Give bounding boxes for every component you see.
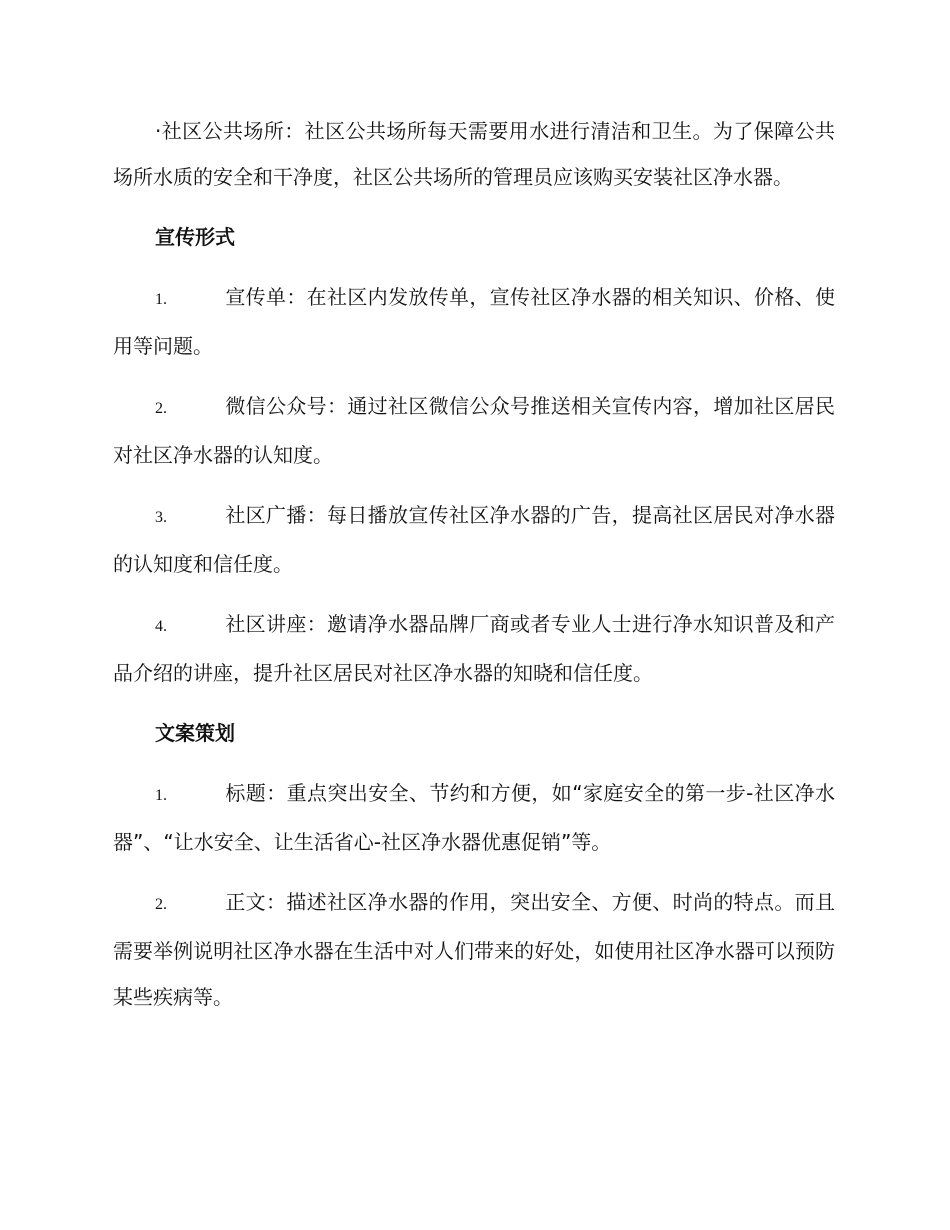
intro-paragraph: ·社区公共场所：社区公共场所每天需要用水进行清洁和卫生。为了保障公共场所水质的安全和干净度，社区公共场所的管理员应该购买安装社区净水器。 (113, 119, 835, 189)
list-number: 3. (155, 509, 167, 526)
list-item-text: 社区讲座：邀请净水器品牌厂商或者专业人士进行净水知识普及和产品介绍的讲座，提升社区居民对社区净水器的知晓和信任度。 (113, 612, 835, 685)
list-number: 1. (155, 787, 167, 804)
list-item-text: 正文：描述社区净水器的作用，突出安全、方便、时尚的特点。而且需要举例说明社区净水器在生活中对人们带来的好处，如使用社区净水器可以预防某些疾病等。 (113, 890, 835, 1009)
list-number: 1. (155, 291, 167, 308)
list-item-text: 社区广播：每日播放宣传社区净水器的广告，提高社区居民对净水器的认知度和信任度。 (113, 503, 835, 576)
list-number: 4. (155, 618, 167, 635)
document-page (113, 108, 835, 1034)
list-item (113, 770, 835, 865)
list-number: 2. (155, 400, 167, 417)
section-heading-publicity: 宣传形式 (155, 225, 235, 249)
list-item (113, 601, 835, 696)
list-item (113, 383, 835, 478)
list-number: 2. (155, 896, 167, 913)
section-heading-copywriting: 文案策划 (155, 721, 235, 745)
list-item-text: 微信公众号：通过社区微信公众号推送相关宣传内容，增加社区居民对社区净水器的认知度。 (113, 394, 835, 467)
list-item (113, 274, 835, 369)
list-item (113, 492, 835, 587)
list-item (113, 879, 835, 1020)
list-item-text: 宣传单：在社区内发放传单，宣传社区净水器的相关知识、价格、使用等问题。 (113, 285, 835, 358)
list-item-text: 标题：重点突出安全、节约和方便，如“家庭安全的第一步-社区净水器”、“让水安全、让生活省心-社区净水器优惠促销”等。 (113, 781, 835, 854)
